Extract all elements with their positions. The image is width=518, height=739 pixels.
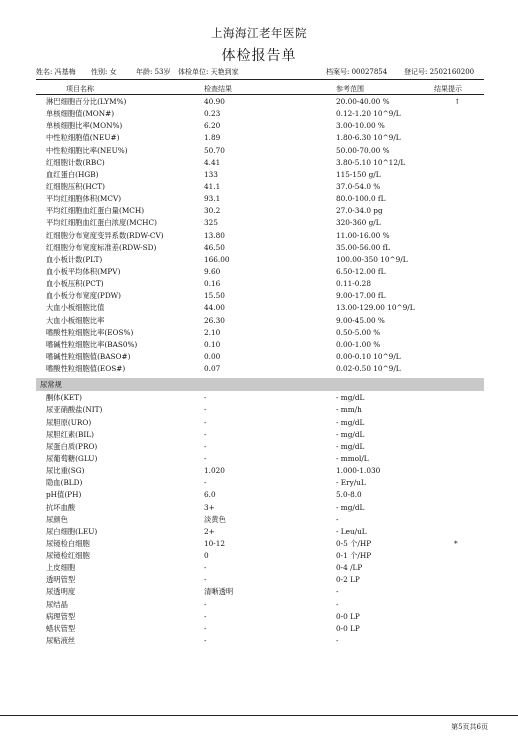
item-range: 37.0-54.0 % [336,181,381,191]
item-result: - [204,417,207,427]
table-row [36,623,484,635]
table-row [36,351,484,363]
hospital-name: 上海海江老年医院 [211,26,307,40]
table-row [36,417,484,429]
item-range: 0.02-0.50 10^9/L [336,364,401,374]
item-name: 单核细胞值(MON#) [46,109,115,119]
column-result: 检查结果 [204,85,232,93]
item-name: 中性粒细胞值(NEU#) [46,133,120,143]
table-row [36,489,484,501]
table-row [36,278,484,290]
item-result: 0.16 [204,279,221,289]
item-name: 嗜碱性粒细胞比率(BAS0%) [46,339,138,349]
item-range: 9.00-17.00 fL [336,291,386,301]
item-result: 46.50 [204,242,225,252]
item-result: 10-12 [204,538,226,548]
item-range: 0-0 LP [336,623,360,633]
item-result: 325 [204,218,218,228]
item-range: 0.50-5.00 % [336,327,381,337]
table-row [36,242,484,254]
item-result: 6.20 [204,121,221,131]
item-range: - [336,636,339,646]
item-range: 0-2 LP [336,575,360,585]
item-result: 6.0 [204,490,216,500]
table-row [36,599,484,611]
registration-number: 登记号: 2502160200 [404,68,475,76]
item-name: 嗜酸性粒细胞值(EOS#) [46,364,126,374]
item-name: 平均红细胞血红蛋白量(MCH) [46,206,145,216]
item-name: 尿镜检白细胞 [46,538,90,548]
item-range: 20.00-40.00 % [336,97,390,106]
item-range: - [336,587,339,597]
item-result: - [204,478,207,488]
item-name: 红细胞计数(RBC) [46,157,105,167]
table-row [36,477,484,489]
table-row [36,550,484,562]
section-header-urine [36,378,484,391]
item-range: - Leu/uL [336,526,367,536]
item-result: - [204,575,207,585]
item-range: 0.00-1.00 % [336,339,381,349]
table-row [36,562,484,574]
table-row [36,574,484,586]
item-result: - [204,393,207,403]
item-result: - [204,453,207,463]
item-range: 9.00-45.00 % [336,315,385,325]
item-name: 尿粘液丝 [46,636,76,646]
item-name: 酮体(KET) [46,393,82,403]
item-name: 尿颜色 [46,514,68,524]
item-result: - [204,441,207,451]
item-result: 9.60 [204,266,221,276]
table-row [36,465,484,477]
item-name: 尿透明度 [46,587,76,597]
table-row [36,315,484,327]
item-name: 血小板分布宽度(PDW) [46,291,122,301]
item-result: - [204,623,207,633]
table-row [36,404,484,416]
table-row [36,290,484,302]
item-name: 单核细胞比率(MON%) [46,121,123,131]
item-result: 0 [204,551,209,561]
page-footer [0,715,518,739]
item-name: 嗜碱性粒细胞值(BASO#) [46,351,131,361]
item-result: 26.30 [204,315,225,325]
table-row [36,217,484,229]
item-name: 尿胆红素(BIL) [46,429,94,439]
item-name: 红细胞压积(HCT) [46,181,105,191]
table-row [36,193,484,205]
item-result: 41.1 [204,181,221,191]
item-name: 红细胞分布宽度变异系数(RDW-CV) [46,230,164,240]
item-name: 抗坏血酸 [46,502,76,512]
item-flag: ↑ [454,97,461,106]
item-name: 血小板计数(PLT) [46,254,103,264]
item-range: 3.80-5.10 10^12/L [336,157,406,167]
table-row [36,145,484,157]
item-result: 2.10 [204,327,221,337]
table-row [36,526,484,538]
table-row [36,157,484,169]
table-row [36,502,484,514]
item-result: 1.020 [204,466,225,476]
item-name: 隐血(BLD) [46,478,83,488]
item-result: 13.80 [204,230,225,240]
item-result: 93.1 [204,194,221,204]
item-name: 尿葡萄糖(GLU) [46,453,98,463]
table-row [36,392,484,404]
divider-top [36,79,484,80]
item-result: 40.90 [204,97,225,106]
item-range: 0-1 个/HP [336,551,372,561]
table-row [36,108,484,120]
item-result: 1.89 [204,133,221,143]
item-result: - [204,636,207,646]
item-name: 尿白细胞(LEU) [46,526,98,536]
item-result: 44.00 [204,303,225,313]
item-result: - [204,611,207,621]
item-result: 50.70 [204,145,225,155]
item-result: 30.2 [204,206,221,216]
item-result: 0.23 [204,109,221,119]
table-row [36,611,484,623]
item-name: 红细胞分布宽度标准差(RDW-SD) [46,242,157,252]
item-name: 血小板平均体积(MPV) [46,266,121,276]
item-name: 透明管型 [46,575,76,585]
item-range: - mg/dL [336,441,365,451]
item-name: 中性粒细胞比率(NEU%) [46,145,128,155]
table-row [36,230,484,242]
item-name: 尿比重(SG) [46,466,85,476]
table-row [36,538,484,550]
item-range: 27.0-34.0 pg [336,206,383,216]
item-range: 6.50-12.00 fL [336,266,386,276]
item-result: 4.41 [204,157,221,167]
table-row [36,266,484,278]
item-name: 病理管型 [46,611,76,621]
report-title: 体检报告单 [221,48,297,64]
column-range: 参考范围 [336,85,364,93]
item-result: 0.00 [204,351,221,361]
item-name: 尿蛋白质(PRO) [46,441,98,451]
item-range: 0.00-0.10 10^9/L [336,351,401,361]
table-row [36,429,484,441]
item-range: 320-360 g/L [336,218,381,228]
item-result: 0.10 [204,339,221,349]
item-range: - mg/dL [336,429,365,439]
item-name: pH值(PH) [46,490,82,500]
item-range: - [336,514,339,524]
item-range: 0-4 /LP [336,563,363,573]
item-name: 尿结晶 [46,599,68,609]
item-result: 15.50 [204,291,225,301]
item-range: - mm/h [336,405,362,415]
item-range: - mg/dL [336,393,365,403]
patient-gender: 性别: 女 [91,68,117,76]
item-name: 血红蛋白(HGB) [46,169,99,179]
page-number: 第5页共6页 [451,723,488,731]
urine-results [36,392,484,647]
table-row [36,514,484,526]
exam-unit: 体检单位: 天艳到家 [178,68,239,76]
table-row [36,205,484,217]
section-title: 尿常规 [40,380,62,390]
item-range: 3.00-10.00 % [336,121,385,131]
item-range: 11.00-16.00 % [336,230,390,240]
item-range: 0.11-0.28 [336,279,371,289]
item-range: 0.12-1.20 10^9/L [336,109,401,119]
item-name: 平均红细胞体积(MCV) [46,194,122,204]
item-result: - [204,563,207,573]
item-range: 1.80-6.30 10^9/L [336,133,401,143]
item-range: 35.00-56.00 fL [336,242,391,252]
table-row [36,132,484,144]
item-range: - mg/dL [336,502,365,512]
item-range: - mg/dL [336,417,365,427]
item-range: - [336,599,339,609]
item-flag: * [454,538,458,548]
item-name: 尿胆原(URO) [46,417,92,427]
item-range: 5.0-8.0 [336,490,362,500]
item-result: - [204,429,207,439]
item-result: 淡黄色 [204,514,226,524]
item-result: - [204,405,207,415]
item-result: 清晰透明 [204,587,234,597]
table-row [36,453,484,465]
results-table [36,96,484,647]
item-range: 100.00-350 10^9/L [336,254,408,264]
item-name: 上皮细胞 [46,563,76,573]
item-range: 1.000-1.030 [336,466,381,476]
item-name: 平均红细胞血红蛋白浓度(MCHC) [46,218,157,228]
item-range: - Ery/uL [336,478,366,488]
item-result: 166.00 [204,254,230,264]
table-header [36,84,484,94]
column-item: 项目名称 [66,85,94,93]
table-row [36,635,484,647]
column-flag: 结果提示 [434,85,462,93]
item-range: 50.00-70.00 % [336,145,390,155]
file-number: 档案号: 00027854 [326,68,388,76]
item-name: 淋巴细胞百分比(LYM%) [46,97,127,106]
item-range: 13.00-129.00 10^9/L [336,303,415,313]
item-range: 0-5 个/HP [336,538,372,548]
item-range: 0-0 LP [336,611,360,621]
table-row [36,363,484,375]
table-row [36,339,484,351]
patient-name: 姓名: 冯基梅 [36,68,76,76]
item-result: 133 [204,169,218,179]
item-name: 血小板压积(PCT) [46,279,104,289]
table-row [36,181,484,193]
item-result: - [204,599,207,609]
table-row [36,96,484,108]
item-range: 115-150 g/L [336,169,381,179]
item-range: - mmol/L [336,453,369,463]
item-result: 3+ [204,502,215,512]
item-name: 蜡状管型 [46,623,76,633]
table-row [36,169,484,181]
item-name: 嗜酸性粒细胞比率(EOS%) [46,327,134,337]
divider-header [36,94,484,95]
item-name: 大血小板细胞比率 [46,315,105,325]
table-row [36,327,484,339]
item-range: 80.0-100.0 fL [336,194,386,204]
item-result: 0.07 [204,364,221,374]
table-row [36,120,484,132]
table-row [36,586,484,598]
table-row [36,441,484,453]
table-row [36,302,484,314]
item-name: 大血小板细胞比值 [46,303,105,313]
item-name: 尿镜检红细胞 [46,551,90,561]
patient-age: 年龄: 53岁 [136,68,171,76]
item-result: 2+ [204,526,215,536]
table-row [36,254,484,266]
item-name: 尿亚硝酸盐(NIT) [46,405,103,415]
blood-results [36,96,484,375]
